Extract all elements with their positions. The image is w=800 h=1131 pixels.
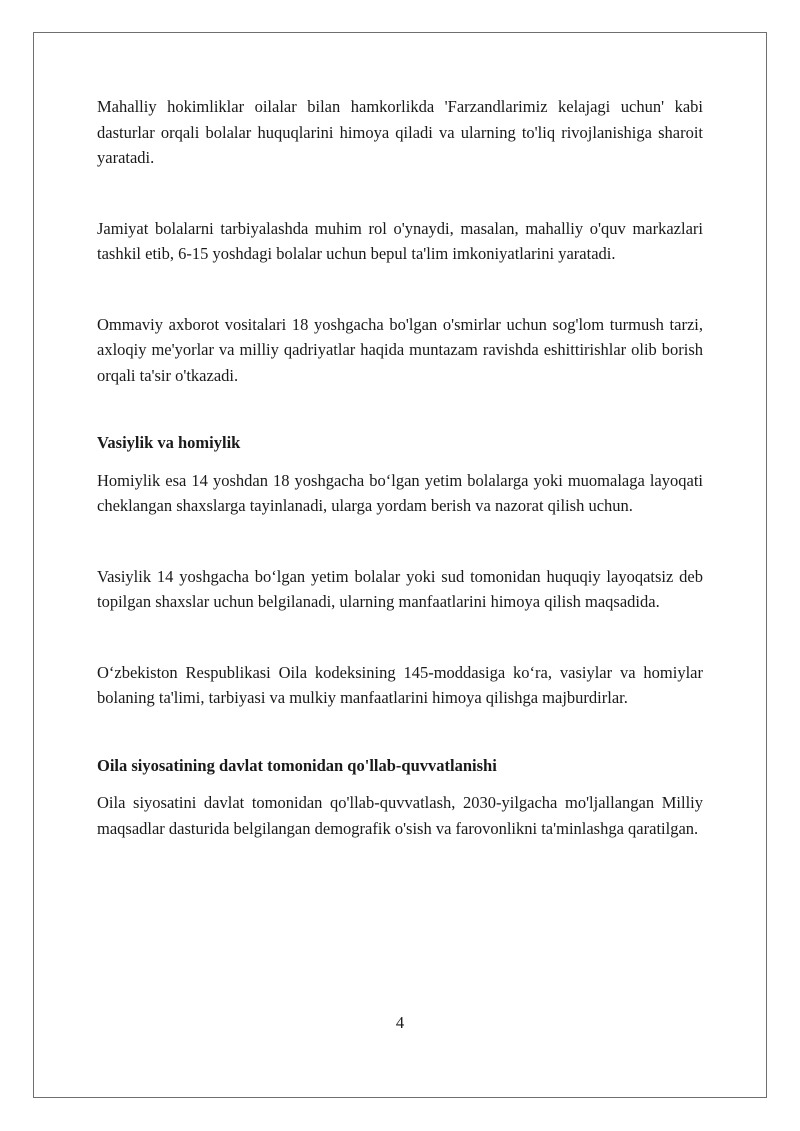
paragraph-local-authorities: Mahalliy hokimliklar oilalar bilan hamkorlikda 'Farzandlarimiz kelajagi uchun' kabi dasturlar orqali bolalar huquqlarini himoya qiladi va ularning to'liq rivojlanishiga sharoit yaratadi. bbox=[97, 97, 703, 167]
paragraph-society-role: Jamiyat bolalarni tarbiyalashda muhim rol o'ynaydi, masalan, mahalliy o'quv markazlari tashkil etib, 6-15 yoshdagi bolalar uchun bepul ta'lim imkoniyatlarini yaratadi. bbox=[97, 218, 703, 263]
section-heading-guardianship: Vasiylik va homiylik bbox=[97, 433, 241, 452]
paragraph-state-support: Oila siyosatini davlat tomonidan qo'llab-quvvatlash, 2030-yilgacha mo'ljallangan Milliy maqsadlar dasturida belgilangan demografik o'sish va farovonlikni ta'minlashga qaratilgan. bbox=[97, 793, 703, 838]
paragraph-patronage: Homiylik esa 14 yoshdan 18 yoshgacha bo‘lgan yetim bolalarga yoki muomalaga layoqati cheklangan shaxslarga tayinlanadi, ularga yordam berish va nazorat qilish uchun. bbox=[97, 470, 703, 515]
paragraph-guardianship: Vasiylik 14 yoshgacha bo‘lgan yetim bolalar yoki sud tomonidan huquqiy layoqatsiz deb topilgan shaxslar uchun belgilanadi, ularning manfaatlarini himoya qilish maqsadida. bbox=[97, 566, 703, 611]
paragraph-family-code: O‘zbekiston Respublikasi Oila kodeksining 145-moddasiga ko‘ra, vasiylar va homiylar bolaning ta'limi, tarbiyasi va mulkiy manfaatlarini himoya qilishga majburdirlar. bbox=[97, 662, 703, 707]
section-heading-state-support: Oila siyosatining davlat tomonidan qo'llab-quvvatlanishi bbox=[97, 755, 497, 775]
paragraph-mass-media: Ommaviy axborot vositalari 18 yoshgacha bo'lgan o'smirlar uchun sog'lom turmush tarzi, axloqiy me'yorlar va milliy qadriyatlar haqida muntazam ravishda eshittirishlar olib borish orqali ta'sir o'tkazadi. bbox=[97, 314, 703, 385]
page-number: 4 bbox=[395, 1013, 405, 1032]
document-body bbox=[97, 94, 703, 841]
